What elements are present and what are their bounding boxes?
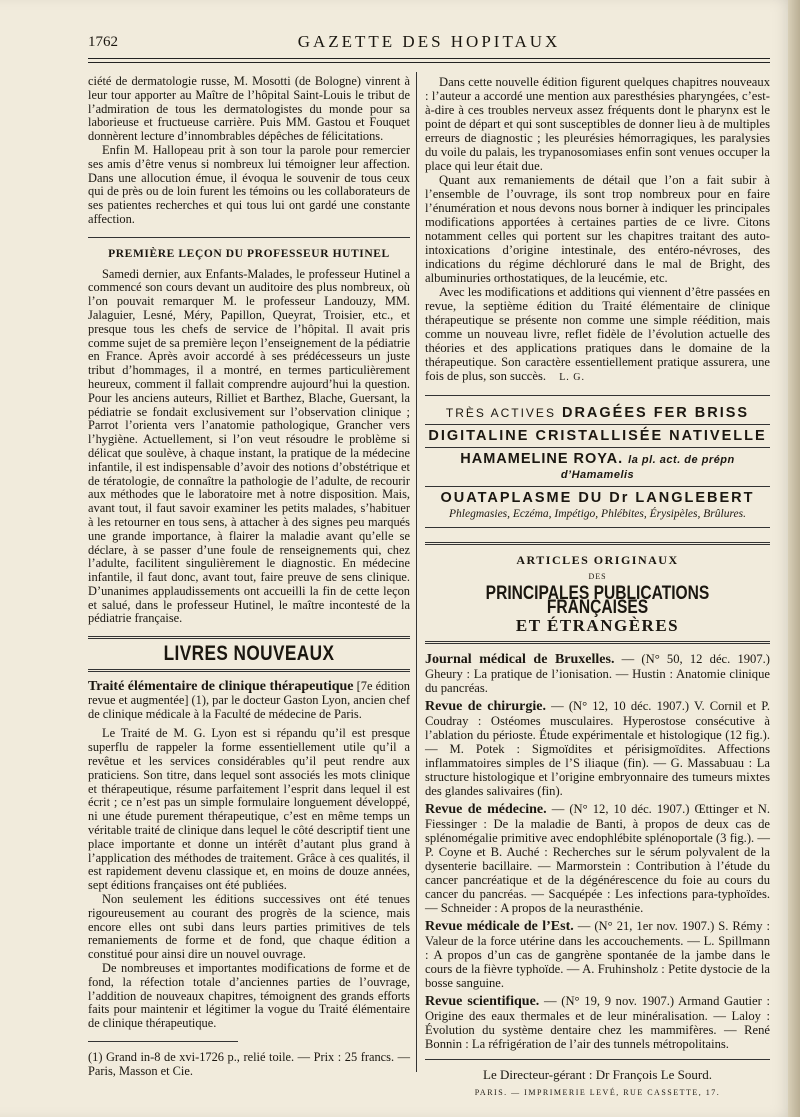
- journal-title: Journal médical de Bruxelles.: [425, 652, 615, 667]
- journal-body: — (N° 21, 1er nov. 1907.) S. Rémy : Valeur de la force utérine dans les accouchements. — L. Spillmann : A propos d’un cas de gangrène spontanée de la jambe dans le cours de la fièvre typhoïde. — A. Fruhinsholz : Petite dystocie de la bosse sanguine.: [425, 919, 771, 990]
- articles-main-title: PRINCIPALES PUBLICATIONS FRANÇAISES: [485, 583, 710, 618]
- ads-rule-top: [425, 395, 770, 396]
- journal-entry: [425, 699, 770, 798]
- articles-des: DES: [588, 572, 607, 581]
- running-title: GAZETTE DES HOPITAUX: [297, 32, 561, 51]
- book-details: [7e édition revue et augmentée] (1), par le docteur Gaston Lyon, ancien chef de clinique médicale à la Faculté de médecine de Paris.: [88, 679, 411, 721]
- footnote: (1) Grand in-8 de xvi-1726 p., relié toile. — Prix : 25 francs. — Paris, Masson et Cie.: [88, 1050, 410, 1078]
- lecon-paragraph: Samedi dernier, aux Enfants-Malades, le professeur Hutinel a commencé son cours devant un auditoire des plus nombreux, où l’on pouvait remarquer M. le professeur Landouzy, MM. Jalaguier, Lesné, Méry, Papillon, Queyrat, Troisier, etc., et presque tous les chefs de service de l’hôpital. Il avait pris comme sujet de sa première leçon l’enseignement de la pédiatrie en France. Après avoir accordé à ses prédécesseurs un juste tribut d’hommages, il a montré, en termes particulièrement heureux, comment il fallait comprendre aujourd’hui la question. Pour les anciens auteurs, Rilliet et Barthez, Blache, Guersant, la pédiatrie se fondait exclusivement sur l’observation clinique ; Parrot l’orienta vers l’anatomie pathologique, Grancher vers l’hygiène. Actuellement, si l’on veut résoudre le problème si délicat que soulève, à chaque instant, la pratique de la médecine infantile, il est indispensable d’avoir des notions d’obstétrique et de tératologie, de connaître la pathologie de l’adulte, de recourir aux méthodes que le laboratoire met à notre disposition. Mais, avant tout, il faut savoir examiner les petits malades, s’habituer à les retourner en tous sens, à attacher à des signes peu marqués une grande importance, à flairer la maladie avant qu’elle se déclare, à se passer d’une foule de renseignements qui, chez l’adulte, facilitent singulièrement le diagnostic. En médecine infantile, il faut donc, avant tout, faire preuve de sens clinique. D’unanimes applaudissements ont accueilli la fin de cette leçon et salué, dans le professeur Hutinel, le maître incontesté de la pédiatrie française.: [88, 266, 410, 626]
- journal-title: Revue de chirurgie.: [425, 699, 546, 714]
- ad-dragees: [425, 402, 770, 425]
- section-divider: [88, 237, 410, 238]
- left-column: [88, 75, 410, 1078]
- journal-entry: [425, 652, 770, 695]
- book-paragraph-2: Non seulement les éditions successives ont été tenues rigoureusement au courant des progrès de la science, mais encore elles ont subi dans leurs parties primitives de tels remaniements de forme et de fond, que chaque édition a constitué pour ainsi dire un nouvel ouvrage.: [88, 892, 410, 962]
- director-line: Le Directeur-gérant : Dr François Le Sourd.: [483, 1067, 712, 1082]
- review-paragraph-1: Dans cette nouvelle édition figurent quelques chapitres nouveaux : l’auteur a accordé une mention aux paresthésies pharyngées, c’est-à-dire à ces troubles nerveux assez fréquents dont le pharynx est le point de départ et qui sont susceptibles de donner lieu à de multiples erreurs de diagnostic ; les pleurésies hémorragiques, les paralysies du voile du palais, les trypanosomiases enfin sont venues occuper la place qui leur était due.: [425, 75, 770, 173]
- book-paragraph-1: Le Traité de M. G. Lyon est si répandu qu’il est presque superflu de rappeler la forme essentiellement utile qu’il a revêtue et les services considérables qu’il peut rendre aux praticiens. Son titre, dans lequel sont associés les mots clinique et thérapeutique, résume parfaitement l’esprit dans lequel il est écrit ; ce n’est pas un simple formulaire longuement développé, ni une étude purement thérapeutique, c’est en même temps un véritable traité de clinique dans lequel le côté descriptif tient une place importante et donne un intérêt d’autant plus grand à l’application des méthodes de traitement. Grâce à ces qualités, il est rapidement devenu classique et, en moins de douze années, sept éditions françaises ont été publiées.: [88, 726, 410, 893]
- ad-ouataplasme: OUATAPLASME DU Dr LANGLEBERT: [440, 490, 755, 506]
- page-edge: [788, 0, 800, 1117]
- journal-entry: [425, 994, 770, 1051]
- ad-dragees-prefix: TRÈS ACTIVES: [445, 406, 556, 420]
- ad-dragees-name: DRAGÉES FER BRISS: [561, 405, 750, 421]
- articles-rule-bottom: [425, 641, 770, 644]
- page-number: 1762: [88, 34, 118, 50]
- journal-body: — (N° 12, 10 déc. 1907.) Œttinger et N. Fiessinger : De la maladie de Banti, à propos de deux cas de splénomégalie primitive avec endophlébite splénoportale (3 fig.). — P. Coyne et B. Auché : Recherches sur le sérum polyvalent de la dysenterie bacillaire. — Marmorstein : Contribution à l’étude du cancer pancréatique et de la dégénérescence du foie au cours du cancer du pancréas. — Sacquépée : Les infections para-typhoïdes. — Schneider : A propos de la neurasthénie.: [425, 802, 770, 915]
- ad-hamameline-name: HAMAMELINE ROYA.: [460, 451, 624, 467]
- ad-digitaline: DIGITALINE CRISTALLISÉE NATIVELLE: [425, 425, 770, 448]
- book-paragraph-3: De nombreuses et importantes modifications de forme et de fond, la réfection totale d’anciennes parties de l’ouvrage, l’addition de nouveaux chapitres, témoignent des grands efforts faits pour maintenir et légitimer la vogue du Traité élémentaire de clinique thérapeutique.: [88, 961, 410, 1031]
- journal-body: — (N° 50, 12 déc. 1907.) Gheury : La pratique de l’ionisation. — Hustin : Anatomie clinique du pancréas.: [425, 652, 770, 695]
- journal-title: Revue médicale de l’Est.: [425, 919, 574, 934]
- ad-hamameline-desc: la pl. act. de prépn d’Hamamelis: [560, 454, 735, 481]
- review-paragraph-3: [425, 285, 770, 385]
- journal-title: Revue de médecine.: [425, 802, 547, 817]
- ad-hamameline: [425, 448, 770, 487]
- director-rule: [425, 1059, 770, 1060]
- journal-title: Revue scientifique.: [425, 994, 540, 1009]
- journal-body: — (N° 19, 9 nov. 1907.) Armand Gautier : Origine des eaux thermales et de leur minéralisation. — Laloy : Évolution du système dentaire chez les mammifères. — René Bonnin : La réfrigération de l’air des tunnels métropolitains.: [425, 994, 771, 1051]
- lecon-heading: PREMIÈRE LEÇON DU PROFESSEUR HUTINEL: [108, 247, 390, 260]
- journal-entry: [425, 919, 770, 990]
- ads-rule-bottom: [425, 527, 770, 528]
- livres-heading: LIVRES NOUVEAUX: [163, 642, 335, 666]
- journal-entry: [425, 802, 770, 915]
- header-rule-bottom: [88, 62, 770, 63]
- printer-line: PARIS. — IMPRIMERIE LEVÉ, RUE CASSETTE, 17.: [474, 1088, 721, 1097]
- review-paragraph-2: Quant aux remaniements de détail que l’on a fait subir à l’ensemble de l’ouvrage, ils sont trop nombreux pour en faire l’énumération et nous devons nous borner à indiquer les principales modifications apportées à certaines parties de ce livre. Citons notamment celles qui portent sur les chapitres traitant des auto-intoxications d’origine intestinale, des entéro-névroses, des indications du régime déchloruré dans le mal de Bright, des albuminuries orthostatiques, de la leucémie, etc.: [425, 173, 770, 285]
- review-signature: L. G.: [559, 372, 586, 383]
- page-header: [88, 30, 770, 54]
- journal-body: — (N° 12, 10 déc. 1907.) V. Cornil et P. Coudray : Ostéomes musculaires. Hyperostose consécutive à l’ablation du périoste. Étude expérimentale et histologique (12 fig.). — M. Potek : Sigmoïdites et périsigmoïdites. Affections inflammatoires simples de l’S iliaque (fin). — G. Massabuau : La structure histologique et l’origine embryonnaire des tumeurs mixtes des glandes salivaires (fin).: [425, 699, 770, 798]
- livres-rule-bottom: [88, 669, 410, 672]
- right-column: [425, 75, 770, 1100]
- footnote-rule: [88, 1041, 238, 1042]
- livres-rule-top: [88, 636, 410, 639]
- header-rule-top: [88, 58, 770, 59]
- book-title: Traité élémentaire de clinique thérapeutique: [88, 679, 354, 695]
- intro-paragraph-1: ciété de dermatologie russe, M. Mosotti (de Bologne) vinrent à leur tour apporter au Maître de l’hôpital Saint-Louis le tribut de l’admiration de tous les dermatologistes du monde pour sa laborieuse et fructueuse carrière. Puis MM. Gastou et Fouquet donnèrent lecture d’innombrables dépêches de félicitations.: [88, 74, 410, 144]
- articles-rule: [425, 542, 770, 545]
- ad-ouataplasme-indications: Phlegmasies, Eczéma, Impétigo, Phlébites, Érysipèles, Brûlures.: [449, 508, 746, 520]
- articles-subtitle: ET ÉTRANGÈRES: [515, 616, 680, 635]
- intro-paragraph-2: Enfin M. Hallopeau prit à son tour la parole pour remercier ses amis d’être venus si nombreux lui témoigner leur affection. Dans une allocution émue, il évoqua le souvenir de tous ceux qui de près ou de loin furent les témoins ou les collaborateurs de ses patientes recherches et qui tous lui ont gardé une constante affection.: [88, 142, 410, 226]
- book-entry: [88, 680, 410, 721]
- column-divider: [416, 72, 417, 1072]
- articles-heading: ARTICLES ORIGINAUX: [516, 553, 679, 567]
- review-paragraph-3-text: Avec les modifications et additions qui viennent d’être passées en revue, la septième édition du Traité élémentaire de clinique thérapeutique se présente non comme une simple réédition, mais comme un nouveau livre, reflet fidèle de l’évolution actuelle des théories et des applications pratiques dans le domaine de la thérapeutique. Son caractère essentiellement pratique assurera, une fois de plus, son succès.: [425, 285, 770, 383]
